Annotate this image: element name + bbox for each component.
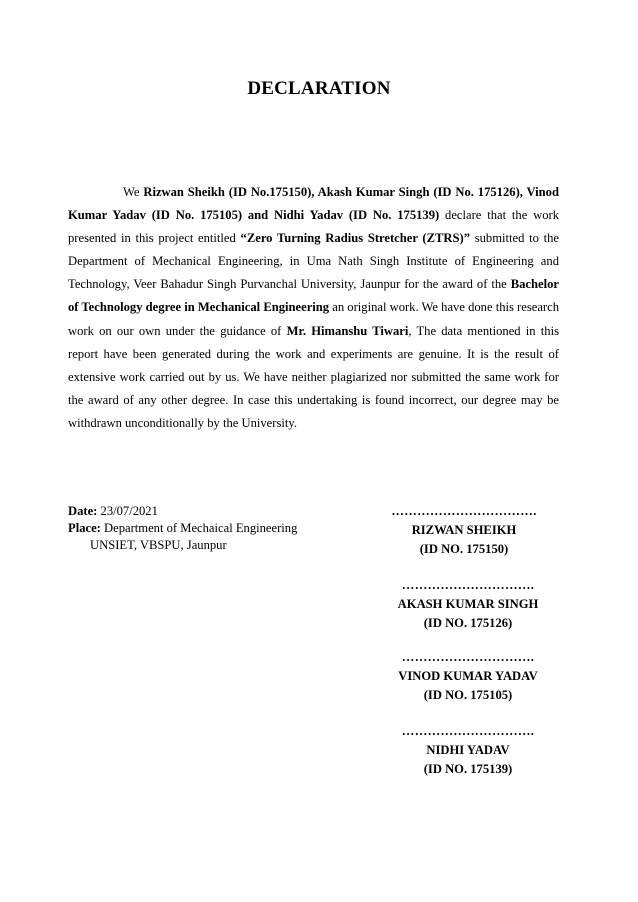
signature-block-akash (370, 576, 566, 633)
signature-block-nidhi (370, 722, 566, 779)
place-label: Place: (68, 521, 101, 535)
signature-block-vinod (370, 648, 566, 705)
date-line (68, 503, 297, 520)
signatory-name: NIDHI YADAV (426, 743, 510, 757)
guide-name: Mr. Himanshu Tiwari (286, 323, 409, 338)
signatory-id: (ID NO. 175105) (423, 688, 513, 702)
page-title: DECLARATION (247, 78, 391, 99)
signature-line: …………………………. (401, 650, 535, 664)
signatory-name: RIZWAN SHEIKH (411, 523, 517, 537)
project-title: “Zero Turning Radius Stretcher (ZTRS)” (240, 231, 470, 246)
para-text-1: We (123, 185, 144, 199)
date-value: 23/07/2021 (97, 504, 158, 518)
signatory-id: (ID NO. 175139) (423, 762, 513, 776)
signature-line: …………………………. (401, 578, 535, 592)
date-label: Date: (68, 504, 98, 518)
signature-block-rizwan (366, 502, 562, 559)
signatory-name: VINOD KUMAR YADAV (398, 669, 538, 683)
place-line (68, 520, 297, 537)
date-place-block (68, 503, 297, 554)
degree-name: Bachelor of Technology degree in Mechanical Engineering (68, 277, 559, 315)
signature-line: ……………………………. (391, 504, 537, 518)
para-text-4: an original work. We have done this research work on our own under the guidance of (68, 300, 560, 338)
para-text-5: , The data mentioned in this report have been generated during the work and experiments are genuine. It is the result of extensive work carried out by us. We have neither plagiarized nor submitted the same work for the award of any other degree. In case this undertaking is found incorrect, our degree may be withdrawn unconditionally by the University. (68, 323, 559, 430)
signatory-id: (ID NO. 175126) (423, 616, 513, 630)
signatory-id: (ID NO. 175150) (419, 542, 509, 556)
declaration-paragraph (68, 181, 559, 435)
para-text-3: submitted to the Department of Mechanical Engineering, in Uma Nath Singh Institute of Engineering and Technology, Veer Bahadur Singh Purvanchal University, Jaunpur for the award of the (68, 231, 559, 292)
signatory-name: AKASH KUMAR SINGH (397, 597, 539, 611)
para-text-2: declare that the work presented in this project entitled (68, 208, 559, 246)
place-line-2: UNSIET, VBSPU, Jaunpur (90, 538, 227, 552)
student-names: Rizwan Sheikh (ID No.175150), Akash Kumar Singh (ID No. 175126), Vinod Kumar Yadav (ID No. 175105) and Nidhi Yadav (ID No. 175139) (68, 185, 559, 223)
place-value: Department of Mechaical Engineering (100, 521, 298, 535)
signature-line: …………………………. (401, 724, 535, 738)
